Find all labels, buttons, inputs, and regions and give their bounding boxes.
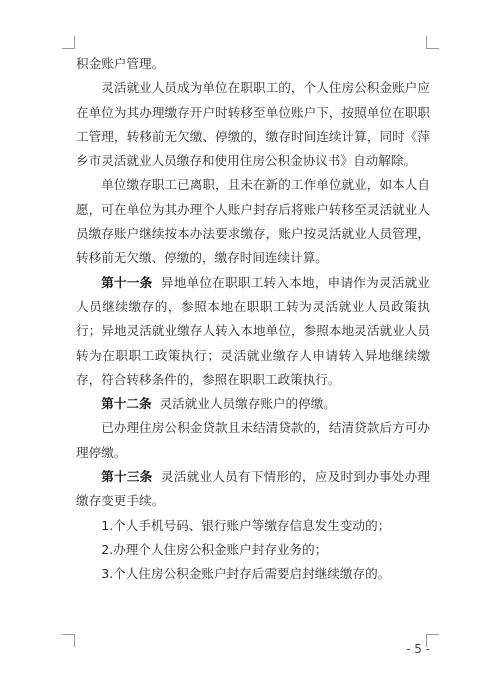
document-body — [76, 52, 430, 587]
paragraph-text: 已办理住房公积金贷款且未结清贷款的，结清贷款后方可办理停缴。 — [76, 420, 430, 460]
article-heading: 第十二条 — [101, 396, 152, 412]
paragraph-text: 灵活就业人员有下情形的，应及时到办事处办理缴存变更手续。 — [76, 469, 431, 509]
crop-mark-top-left — [62, 36, 75, 49]
article-12 — [76, 392, 430, 416]
list-item-text: 1.个人手机号码、银行账户等缴存信息发生变动的； — [101, 517, 391, 533]
paragraph-continuation — [76, 52, 430, 76]
paragraph — [76, 416, 430, 465]
crop-mark-bottom-left — [62, 634, 75, 647]
paragraph — [76, 173, 430, 270]
crop-mark-top-right — [426, 36, 439, 49]
list-item — [76, 538, 430, 562]
article-13 — [76, 465, 430, 514]
article-heading: 第十一条 — [101, 274, 153, 290]
paragraph-text: 异地单位在职职工转入本地，申请作为灵活就业人员继续缴存的，参照本地在职职工转为灵活就业人员政策执行；异地灵活就业缴存人转入本地单位，参照本地灵活就业人员转为在职职工政策执行；灵活就业缴存人申请转入异地继续缴存，符合转移条件的，参照在职职工政策执行。 — [76, 274, 431, 387]
list-item-text: 2.办理个人住房公积金账户封存业务的； — [101, 541, 328, 557]
page-number: - 5 - — [406, 642, 430, 656]
paragraph-text: 灵活就业人员成为单位在职职工的，个人住房公积金账户应在单位为其办理缴存开户时转移至单位账户下，按照单位在职职工管理，转移前无欠缴、停缴的，缴存时间连续计算，同时《萍乡市灵活就业人员缴存和使用住房公积金协议书》自动解除。 — [76, 80, 430, 169]
article-heading: 第十三条 — [101, 469, 153, 485]
paragraph-text: 灵活就业人员缴存账户的停缴。 — [159, 396, 336, 412]
paragraph-text: 积金账户管理。 — [76, 56, 165, 71]
paragraph — [76, 76, 430, 173]
list-item-text: 3.个人住房公积金账户封存后需要启封继续缴存的。 — [101, 566, 391, 582]
list-item — [76, 562, 430, 586]
article-11 — [76, 271, 430, 392]
paragraph-text: 单位缴存职工已离职，且未在新的工作单位就业，如本人自愿，可在单位为其办理个人账户封存后将账户转移至灵活就业人员缴存账户继续按本办法要求缴存，账户按灵活就业人员管理，转移前无欠缴、停缴的，缴存时间连续计算。 — [76, 177, 430, 266]
list-item — [76, 514, 430, 538]
